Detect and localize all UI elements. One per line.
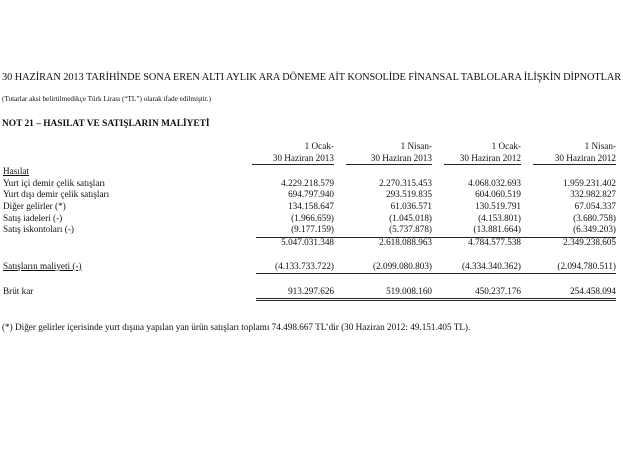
column-header-row [0, 140, 623, 164]
row-label: Satış iskontoları (-) [3, 224, 74, 235]
table-row [0, 189, 623, 201]
gross-profit-row [0, 286, 623, 298]
column-header-1-line2: 30 Haziran 2013 [252, 152, 334, 165]
table-cell: (4.153.801) [478, 212, 521, 223]
table-cell: (6.349.203) [573, 224, 616, 235]
cost-of-sales-label: Satışların maliyeti (-) [3, 260, 82, 271]
column-header-2 [346, 140, 432, 165]
cost-of-sales-cell: (4.334.340.362) [462, 260, 521, 271]
section-title: NOT 21 – HASILAT VE SATIŞLARIN MALİYETİ [2, 119, 210, 129]
column-header-1-line1: 1 Ocak- [304, 141, 334, 151]
column-header-2-line1: 1 Nisan- [400, 141, 432, 151]
table-cell: (9.177.159) [291, 224, 334, 235]
gross-profit-cell: 913.297.626 [288, 285, 334, 296]
table-row [0, 224, 623, 236]
section-label-hasilat: Hasılat [3, 166, 30, 176]
column-header-3-line2: 30 Haziran 2012 [444, 152, 521, 165]
table-cell: 67.054.337 [574, 201, 616, 212]
subtotal-cell: 4.784.577.538 [468, 237, 521, 248]
gross-profit-cell: 519.008.160 [386, 285, 432, 296]
column-header-4-line2: 30 Haziran 2012 [533, 152, 616, 165]
table-cell: 694.797.940 [288, 189, 334, 200]
table-cell: 4.229.218.579 [281, 177, 334, 188]
table-cell: 293.519.835 [386, 189, 432, 200]
column-header-3 [444, 140, 521, 165]
gross-profit-cell: 450.237.176 [475, 285, 521, 296]
column-header-3-line1: 1 Ocak- [491, 141, 521, 151]
row-label: Diğer gelirler (*) [3, 201, 66, 212]
table-row [0, 178, 623, 190]
gross-profit-cell: 254.458.094 [570, 285, 616, 296]
subtotal-cell: 5.047.031.348 [281, 237, 334, 248]
table-cell: (1.966.659) [291, 212, 334, 223]
cost-of-sales-cell: (4.133.733.722) [275, 260, 334, 271]
currency-note: (Tutarlar aksi belirtilmedikçe Türk Lirası (“TL”) olarak ifade edilmiştir.) [2, 95, 211, 103]
cost-of-sales-row [0, 261, 623, 273]
table-cell: 1.959.231.402 [563, 177, 616, 188]
row-label: Yurt dışı demir çelik satışları [3, 189, 110, 200]
table-cell: (13.881.664) [473, 224, 521, 235]
table-cell: (5.737.878) [389, 224, 432, 235]
table-cell: (3.680.758) [573, 212, 616, 223]
row-label: Yurt içi demir çelik satışları [3, 177, 106, 188]
cost-of-sales-cell: (2.094.780.511) [557, 260, 616, 271]
subtotal-cell: 2.618.088.963 [379, 237, 432, 248]
table-cell: 61.036.571 [390, 201, 432, 212]
row-label: Satış iadeleri (-) [3, 212, 63, 223]
column-header-4 [533, 140, 616, 165]
section-label-row [0, 166, 623, 178]
table-cell: 130.519.791 [475, 201, 521, 212]
table-cell: 4.068.032.693 [468, 177, 521, 188]
table-cell: 2.270.315.453 [379, 177, 432, 188]
column-header-1 [252, 140, 334, 165]
cost-of-sales-rule [256, 273, 616, 274]
subtotal-cell: 2.349.238.605 [563, 237, 616, 248]
column-header-2-line2: 30 Haziran 2013 [346, 152, 432, 165]
subtotal-row [0, 237, 623, 249]
table-cell: (1.045.018) [389, 212, 432, 223]
table-cell: 134.158.647 [288, 201, 334, 212]
table-cell: 604.060.519 [475, 189, 521, 200]
gross-profit-label: Brüt kar [3, 285, 34, 296]
table-row [0, 213, 623, 225]
table-cell: 332.982.827 [570, 189, 616, 200]
report-title: 30 HAZİRAN 2013 TARİHİNDE SONA EREN ALTI AYLIK ARA DÖNEME AİT KONSOLİDE FİNANSAL TABLOLARA İLİŞKİN DİPNOTLAR [2, 72, 622, 83]
cost-of-sales-cell: (2.099.080.803) [373, 260, 432, 271]
footnote: (*) Diğer gelirler içerisinde yurt dışına yapılan yan ürün satışları toplamı 74.498.667 TL’dir (30 Haziran 2012: 49.151.405 TL). [2, 322, 471, 332]
gross-profit-double-rule [256, 298, 616, 301]
column-header-4-line1: 1 Nisan- [584, 141, 616, 151]
revenue-cost-table [0, 140, 623, 297]
table-row [0, 201, 623, 213]
